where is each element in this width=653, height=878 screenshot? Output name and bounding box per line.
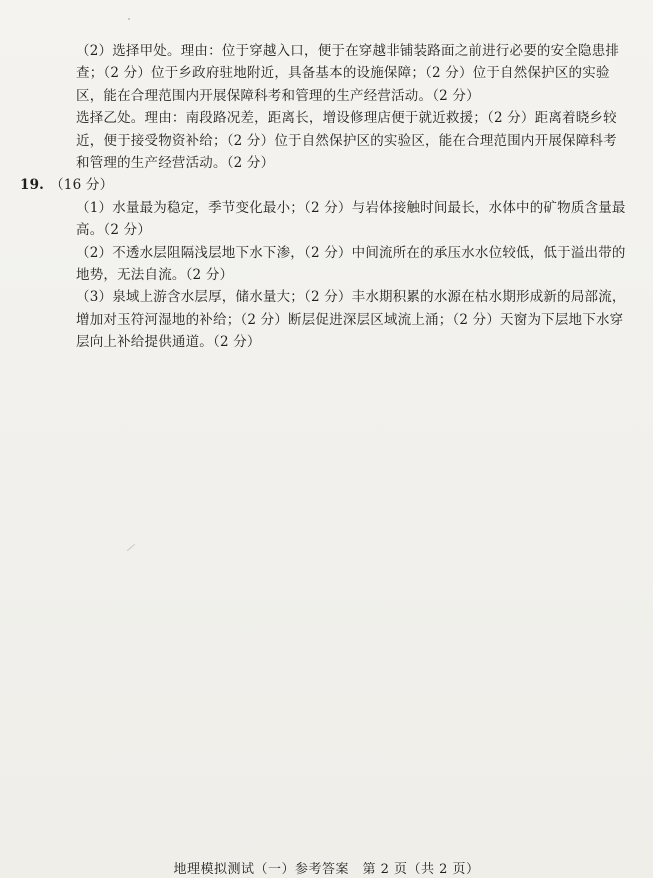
q19-header xyxy=(20,174,630,196)
answer-body xyxy=(20,40,630,354)
q18-choice-b: 选择乙处。理由：南段路况差，距离长，增设修理店便于就近救援；（2 分）距离着晓乡较近，便于接受物资补给；（2 分）位于自然保护区的实验区，能在合理范围内开展保障科考和管理的生产经营活动。（2 分） xyxy=(76,110,617,172)
scan-mark xyxy=(127,544,135,551)
q19-part3: （3）泉域上游含水层厚，储水量大；（2 分）丰水期积累的水源在枯水期形成新的局部流，增加对玉符河湿地的补给；（2 分）断层促进深层区域流上涌；（2 分）天窗为下层地下水穿层向上补给提供通道。（2 分） xyxy=(76,289,626,351)
q19-part1: （1）水量最为稳定，季节变化最小；（2 分）与岩体接触时间最长，水体中的矿物质含量最高。（2 分） xyxy=(76,199,626,239)
q19-score: （16 分） xyxy=(50,177,114,194)
q19-part2: （2）不透水层阻隔浅层地下水下渗，（2 分）中间流所在的承压水水位较低，低于溢出带的地势，无法自流。（2 分） xyxy=(76,244,626,284)
page-footer: 地理模拟测试（一）参考答案 第 2 页（共 2 页） xyxy=(173,862,480,877)
q19-number: 19. xyxy=(20,177,45,194)
q18-choice-a: （2）选择甲处。理由：位于穿越入口，便于在穿越非铺装路面之前进行必要的安全隐患排查；（2 分）位于乡政府驻地附近，具备基本的设施保障；（2 分）位于自然保护区的实验区，能在合理范围内开展保障科考和管理的生产经营活动。（2 分） xyxy=(76,43,620,104)
scan-mark xyxy=(128,18,130,20)
